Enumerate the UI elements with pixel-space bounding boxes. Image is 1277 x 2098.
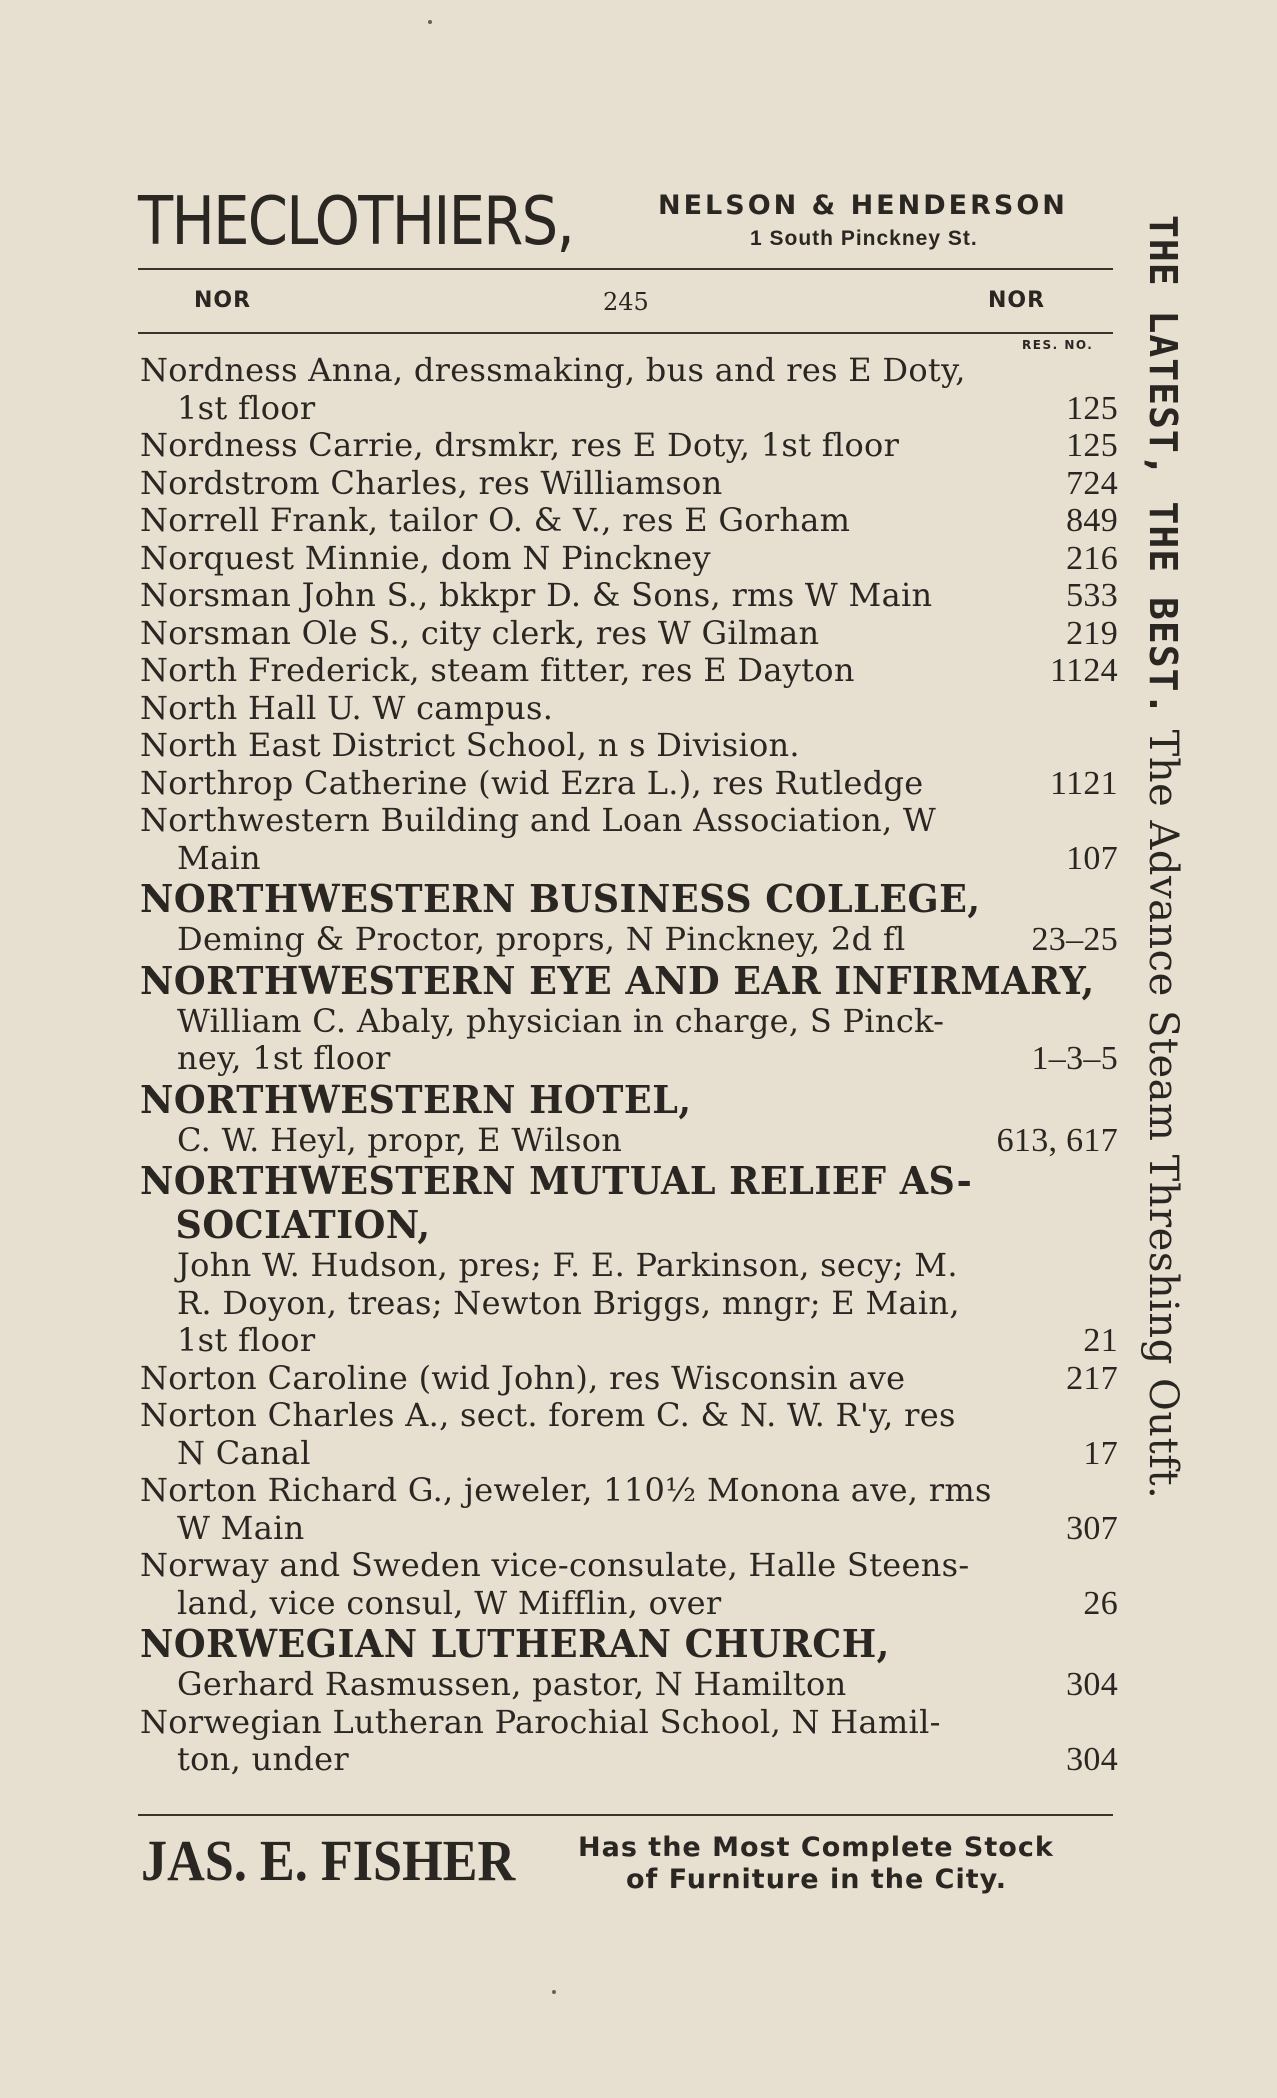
side-advertisement <box>1135 215 1191 1499</box>
entry-text: Main <box>177 838 261 877</box>
entry-heading <box>140 877 1079 921</box>
entry-heading <box>140 1159 1079 1203</box>
directory-entry <box>140 1360 1118 1398</box>
directory-entry <box>140 502 1118 540</box>
side-ad-slogan: THE LATEST, THE BEST. <box>1141 215 1185 717</box>
paper-speck <box>428 20 432 24</box>
running-head-left: NOR <box>194 288 252 313</box>
directory-entry <box>140 1040 1118 1078</box>
entry-text: C. W. Heyl, propr, E Wilson <box>177 1120 623 1159</box>
directory-entry <box>140 1472 1118 1510</box>
entry-residence-number: 724 <box>1066 464 1118 502</box>
entry-text: Norsman Ole S., city clerk, res W Gilman <box>140 613 820 652</box>
entry-text: William C. Abaly, physician in charge, S Pinck- <box>177 1001 945 1040</box>
entry-text: Norton Richard G., jeweler, 110½ Monona ave, rms <box>140 1471 992 1509</box>
directory-entry <box>140 577 1118 615</box>
entry-residence-number: 1–3–5 <box>1031 1040 1118 1077</box>
entry-residence-number: 613, 617 <box>996 1121 1118 1159</box>
directory-entry <box>140 1122 1118 1160</box>
entry-residence-number: 125 <box>1066 389 1118 427</box>
directory-entry <box>140 615 1118 653</box>
directory-entry <box>140 727 1118 765</box>
entry-text: North East District School, n s Division. <box>140 726 800 764</box>
entry-text: John W. Hudson, pres; F. E. Parkinson, secy; M. <box>177 1246 958 1284</box>
entry-residence-number: 216 <box>1066 539 1118 577</box>
entry-text: Norsman John S., bkkpr D. & Sons, rms W Main <box>140 576 933 614</box>
directory-entry <box>140 1322 1118 1360</box>
entry-text: NORTHWESTERN HOTEL, <box>140 1076 692 1122</box>
entry-text: North Hall U. W campus. <box>140 688 554 727</box>
entry-text: ton, under <box>177 1740 350 1778</box>
directory-entry <box>140 352 1118 390</box>
entry-residence-number: 17 <box>1083 1434 1118 1472</box>
directory-entry <box>140 765 1118 803</box>
running-head <box>138 280 1113 320</box>
footer-advertisement <box>138 1818 1113 1908</box>
running-head-right: NOR <box>988 288 1046 313</box>
directory-entry <box>140 802 1118 840</box>
entry-text: Gerhard Rasmussen, pastor, N Hamilton <box>177 1665 847 1703</box>
entry-text: Nordstrom Charles, res Williamson <box>140 463 723 502</box>
header-rule <box>138 268 1113 270</box>
entry-residence-number: 23–25 <box>1031 921 1118 958</box>
directory-entry <box>140 427 1118 465</box>
entry-text: NORTHWESTERN EYE AND EAR INFIRMARY, <box>140 957 1095 1003</box>
entry-residence-number: 1121 <box>1050 764 1118 802</box>
entry-residence-number: 219 <box>1066 614 1118 652</box>
directory-entry <box>140 465 1118 503</box>
directory-entry <box>140 390 1118 428</box>
entry-text: SOCIATION, <box>175 1202 431 1247</box>
header-ad-firm: NELSON & HENDERSON <box>658 190 1068 221</box>
entry-residence-number: 533 <box>1066 577 1118 614</box>
directory-entry <box>140 1285 1118 1323</box>
entry-text: 1st floor <box>177 388 316 427</box>
entry-residence-number: 217 <box>1066 1359 1118 1397</box>
entry-text: ney, 1st floor <box>177 1039 391 1077</box>
entry-heading <box>140 1203 1079 1247</box>
directory-entry <box>140 690 1118 728</box>
entry-text: Nordness Anna, dressmaking, bus and res E Doty, <box>140 351 966 389</box>
directory-entry <box>140 1741 1118 1779</box>
directory-entry <box>140 1510 1118 1548</box>
directory-entry <box>140 1003 1118 1041</box>
entry-residence-number: 849 <box>1066 502 1118 539</box>
directory-entry <box>140 1666 1118 1704</box>
directory-entry <box>140 1247 1118 1285</box>
side-ad-product: The Advance Steam Threshing Outft. <box>1140 716 1186 1500</box>
page-number: 245 <box>603 288 649 316</box>
footer-ad-line2: of Furniture in the City. <box>626 1864 1008 1895</box>
entry-text: Norway and Sweden vice-consulate, Halle Steens- <box>140 1546 970 1584</box>
paper-speck <box>552 1990 556 1994</box>
directory-entry <box>140 1704 1118 1742</box>
entry-text: Northrop Catherine (wid Ezra L.), res Rutledge <box>140 763 924 802</box>
entry-text: NORTHWESTERN MUTUAL RELIEF AS- <box>140 1158 973 1203</box>
directory-entry <box>140 1547 1118 1585</box>
entry-residence-number: 304 <box>1066 1741 1118 1778</box>
entry-text: Norton Charles A., sect. forem C. & N. W. R'y, res <box>140 1396 956 1434</box>
entry-heading <box>140 1622 1079 1666</box>
res-no-label: RES. NO. <box>1022 338 1094 352</box>
header-ad-title: THECLOTHIERS, <box>138 182 574 260</box>
directory-entry <box>140 1397 1118 1435</box>
directory-entry <box>140 840 1118 878</box>
entry-text: North Frederick, steam fitter, res E Dayton <box>140 651 855 689</box>
entry-residence-number: 304 <box>1066 1666 1118 1703</box>
entry-text: Norton Caroline (wid John), res Wisconsin ave <box>140 1358 906 1397</box>
entry-text: Norquest Minnie, dom N Pinckney <box>140 538 711 577</box>
directory-entry <box>140 652 1118 690</box>
entry-text: Norrell Frank, tailor O. & V., res E Gorham <box>140 501 851 539</box>
entry-text: NORWEGIAN LUTHERAN CHURCH, <box>140 1621 890 1666</box>
entry-text: Norwegian Lutheran Parochial School, N Hamil- <box>140 1702 941 1741</box>
entry-residence-number: 21 <box>1083 1322 1118 1359</box>
entry-residence-number: 1124 <box>1050 652 1118 689</box>
entry-residence-number: 125 <box>1066 427 1118 464</box>
entry-text: Nordness Carrie, drsmkr, res E Doty, 1st floor <box>140 426 900 464</box>
footer-rule <box>138 1814 1113 1816</box>
entry-heading <box>140 1078 1079 1122</box>
entry-text: land, vice consul, W Mifflin, over <box>177 1583 722 1622</box>
entry-heading <box>140 957 1095 1003</box>
header-ad-address: 1 South Pinckney St. <box>750 227 978 250</box>
entry-text: 1st floor <box>177 1321 316 1359</box>
running-head-rule <box>138 332 1113 334</box>
entry-residence-number: 307 <box>1066 1509 1118 1547</box>
directory-entry <box>140 1435 1118 1473</box>
entry-residence-number: 107 <box>1066 839 1118 877</box>
entry-residence-number: 26 <box>1083 1584 1118 1622</box>
entry-text: R. Doyon, treas; Newton Briggs, mngr; E Main, <box>177 1283 960 1322</box>
entry-text: W Main <box>177 1508 305 1547</box>
entry-text: Deming & Proctor, proprs, N Pinckney, 2d fl <box>177 920 906 958</box>
entry-text: NORTHWESTERN BUSINESS COLLEGE, <box>140 876 981 921</box>
entry-text: N Canal <box>177 1433 311 1472</box>
directory-entries <box>140 352 1118 1779</box>
footer-ad-line1: Has the Most Complete Stock <box>578 1832 1054 1863</box>
directory-entry <box>140 540 1118 578</box>
directory-entry <box>140 1585 1118 1623</box>
footer-ad-name: JAS. E. FISHER <box>141 1828 516 1893</box>
directory-entry <box>140 921 1118 959</box>
header-advertisement <box>138 180 1113 260</box>
entry-text: Northwestern Building and Loan Association, W <box>140 801 937 839</box>
